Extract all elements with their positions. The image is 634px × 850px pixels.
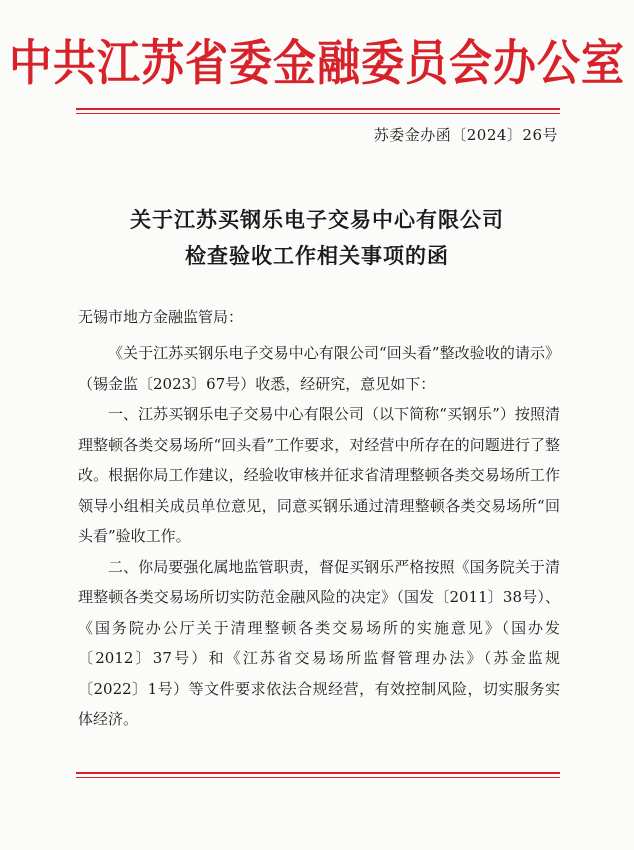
document-title-line-1: 关于江苏买钢乐电子交易中心有限公司	[130, 207, 504, 232]
body-paragraph-1: 《关于江苏买钢乐电子交易中心有限公司“回头看”整改验收的请示》（锡金监〔2023〕67号）收悉，经研究，意见如下：	[78, 344, 560, 393]
red-divider-bottom-thin	[76, 777, 560, 778]
issuing-organization-title: 中共江苏省委金融委员会办公室	[9, 36, 625, 92]
addressee: 无锡市地方金融监管局：	[78, 308, 244, 326]
body-paragraph-3: 二、你局要强化属地监管职责，督促买钢乐严格按照《国务院关于清理整顿各类交易场所切实防范金融风险的决定》（国发〔2011〕38号）、《国务院办公厅关于清理整顿各类交易场所的实施意见》（国办发〔2012〕37号）和《江苏省交易场所监督管理办法》（苏金监规〔2022〕1号）等文件要求依法合规经营，有效控制风险，切实服务实体经济。	[78, 557, 560, 728]
document-body	[78, 338, 560, 735]
body-paragraph-2: 一、江苏买钢乐电子交易中心有限公司（以下简称“买钢乐”）按照清理整顿各类交易场所“回头看”工作要求，对经营中所存在的问题进行了整改。根据你局工作建议，经验收审核并征求省清理整顿各类交易场所工作领导小组相关成员单位意见，同意买钢乐通过清理整顿各类交易场所“回头看”验收工作。	[78, 405, 560, 545]
red-divider-bottom	[76, 772, 560, 774]
document-title-line-2: 检查验收工作相关事项的函	[185, 243, 449, 268]
document-number: 苏委金办函〔2024〕26号	[373, 126, 558, 144]
red-divider-top-thin	[76, 113, 560, 114]
red-divider-top	[76, 108, 560, 110]
